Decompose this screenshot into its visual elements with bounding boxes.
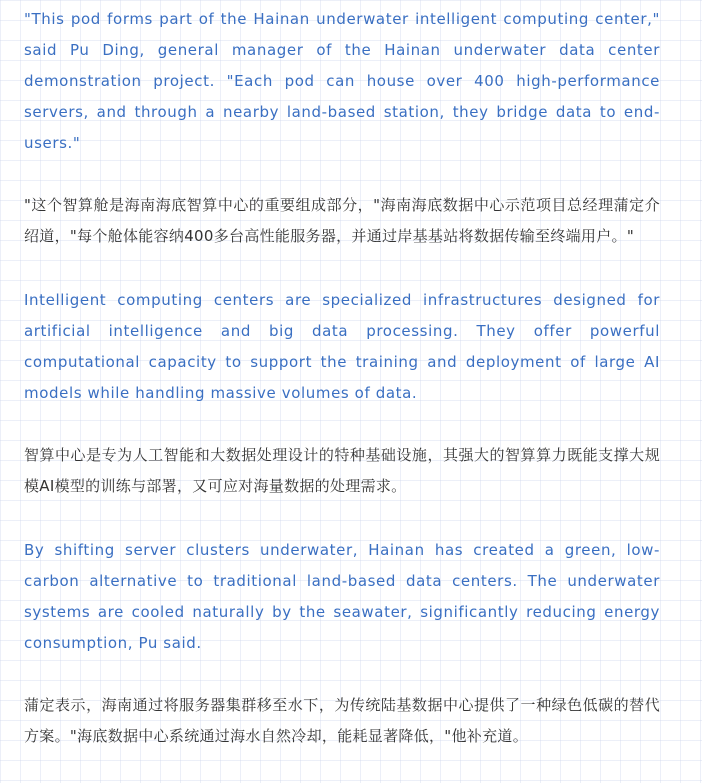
english-paragraph-2: Intelligent computing centers are specialized infrastructures designed for artificial intelligence and big data processing. They offer powerful computational capacity to support the training and deployment of large AI models while handling massive volumes of data.	[24, 291, 660, 402]
chinese-paragraph-1: "这个智算舱是海南海底智算中心的重要组成部分，"海南海底数据中心示范项目总经理蒲定介绍道，"每个舱体能容纳400多台高性能服务器，并通过岸基基站将数据传输至终端用户。"	[24, 196, 660, 245]
english-paragraph-1: "This pod forms part of the Hainan underwater intelligent computing center," said Pu Ding, general manager of the Hainan underwater data center demonstration project. "Each pod can house over 400 high-performance servers, and through a nearby land-based station, they bridge data to end-users."	[24, 10, 660, 152]
chinese-paragraph-2: 智算中心是专为人工智能和大数据处理设计的特种基础设施，其强大的智算算力既能支撑大规模AI模型的训练与部署，又可应对海量数据的处理需求。	[24, 446, 660, 495]
chinese-paragraph-3: 蒲定表示，海南通过将服务器集群移至水下，为传统陆基数据中心提供了一种绿色低碳的替代方案。"海底数据中心系统通过海水自然冷却，能耗显著降低，"他补充道。	[24, 696, 660, 745]
article-body	[24, 0, 660, 752]
english-paragraph-3: By shifting server clusters underwater, Hainan has created a green, low-carbon alternative to traditional land-based data centers. The underwater systems are cooled naturally by the seawater, significantly reducing energy consumption, Pu said.	[24, 541, 660, 652]
